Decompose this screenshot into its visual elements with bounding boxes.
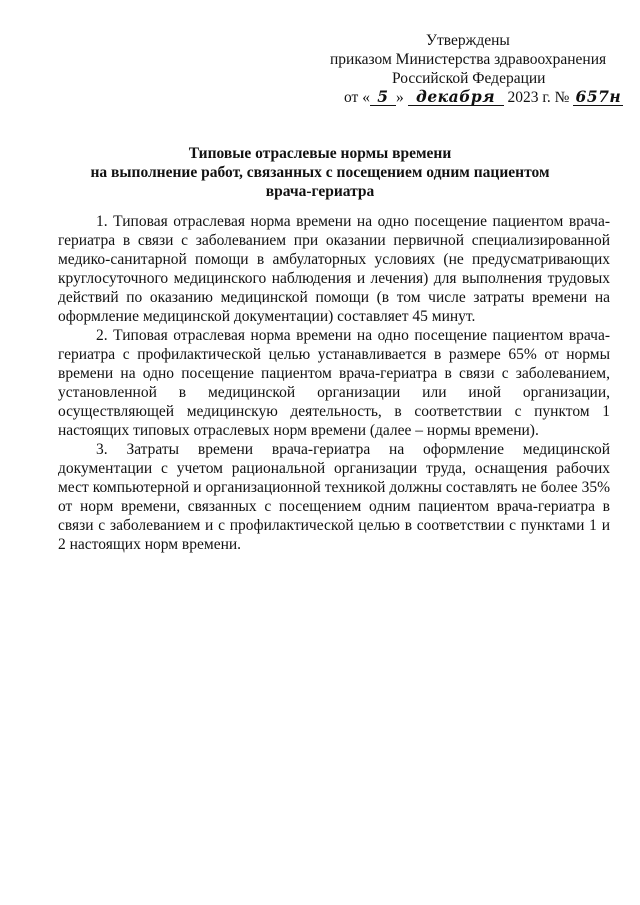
title-line-3: врача-гериатра (265, 183, 375, 200)
paragraph-3 (58, 440, 610, 554)
approval-block (330, 31, 620, 107)
approval-federation-line: Российской Федерации (392, 70, 546, 87)
date-year: 2023 г. № (507, 89, 570, 106)
paragraph-1 (58, 212, 610, 326)
title-line-1: Типовые отраслевые нормы времени (188, 145, 452, 162)
approval-heading: Утверждены (426, 32, 510, 49)
date-month: декабря (408, 89, 504, 106)
approval-date-line (330, 88, 620, 107)
date-close-quote: » (395, 89, 404, 106)
paragraph-number: 2. (96, 327, 108, 344)
paragraph-text: Типовая отраслевая норма времени на одно посещение пациентом врача-гериатра с профилактической целью устанавливается в размере 65% от нормы времени на одно посещение пациентом врача-гериатра в связи с заболеванием, установленной в медицинской организации или иной организации, осуществляющей медицинскую деятельность, в соответствии с пунктом 1 настоящих типовых отраслевых норм времени (далее – нормы времени). (58, 327, 611, 439)
title-line-2: на выполнение работ, связанных с посещением одним пациентом (90, 164, 550, 181)
paragraph-number: 1. (96, 213, 108, 230)
document-body (58, 212, 610, 554)
paragraph-text: Затраты времени врача-гериатра на оформление медицинской документации с учетом рациональной организации труда, оснащения рабочих мест компьютерной и организационной техникой должны составлять не более 35% от норм времени, связанных с посещением одним пациентом врача-гериатра в связи с заболеванием и с профилактической целью в соответствии с пунктами 1 и 2 настоящих норм времени. (58, 441, 610, 553)
date-prefix: от « (344, 89, 370, 106)
paragraph-text: Типовая отраслевая норма времени на одно посещение пациентом врача-гериатра в связи с заболеванием при оказании первичной специализированной медико-санитарной помощи в амбулаторных условиях (не предусматривающих круглосуточного медицинского наблюдения и лечения) для выполнения трудовых действий по оказанию медицинской помощи (в том числе затраты времени на оформление медицинской документации) составляет 45 минут. (58, 213, 611, 325)
paragraph-2 (58, 326, 610, 440)
order-number: 657н (573, 89, 623, 106)
paragraph-number: 3. (96, 441, 108, 458)
document-title (60, 144, 580, 201)
approval-order-line: приказом Министерства здравоохранения (330, 51, 607, 68)
date-day: 5 (370, 89, 396, 106)
